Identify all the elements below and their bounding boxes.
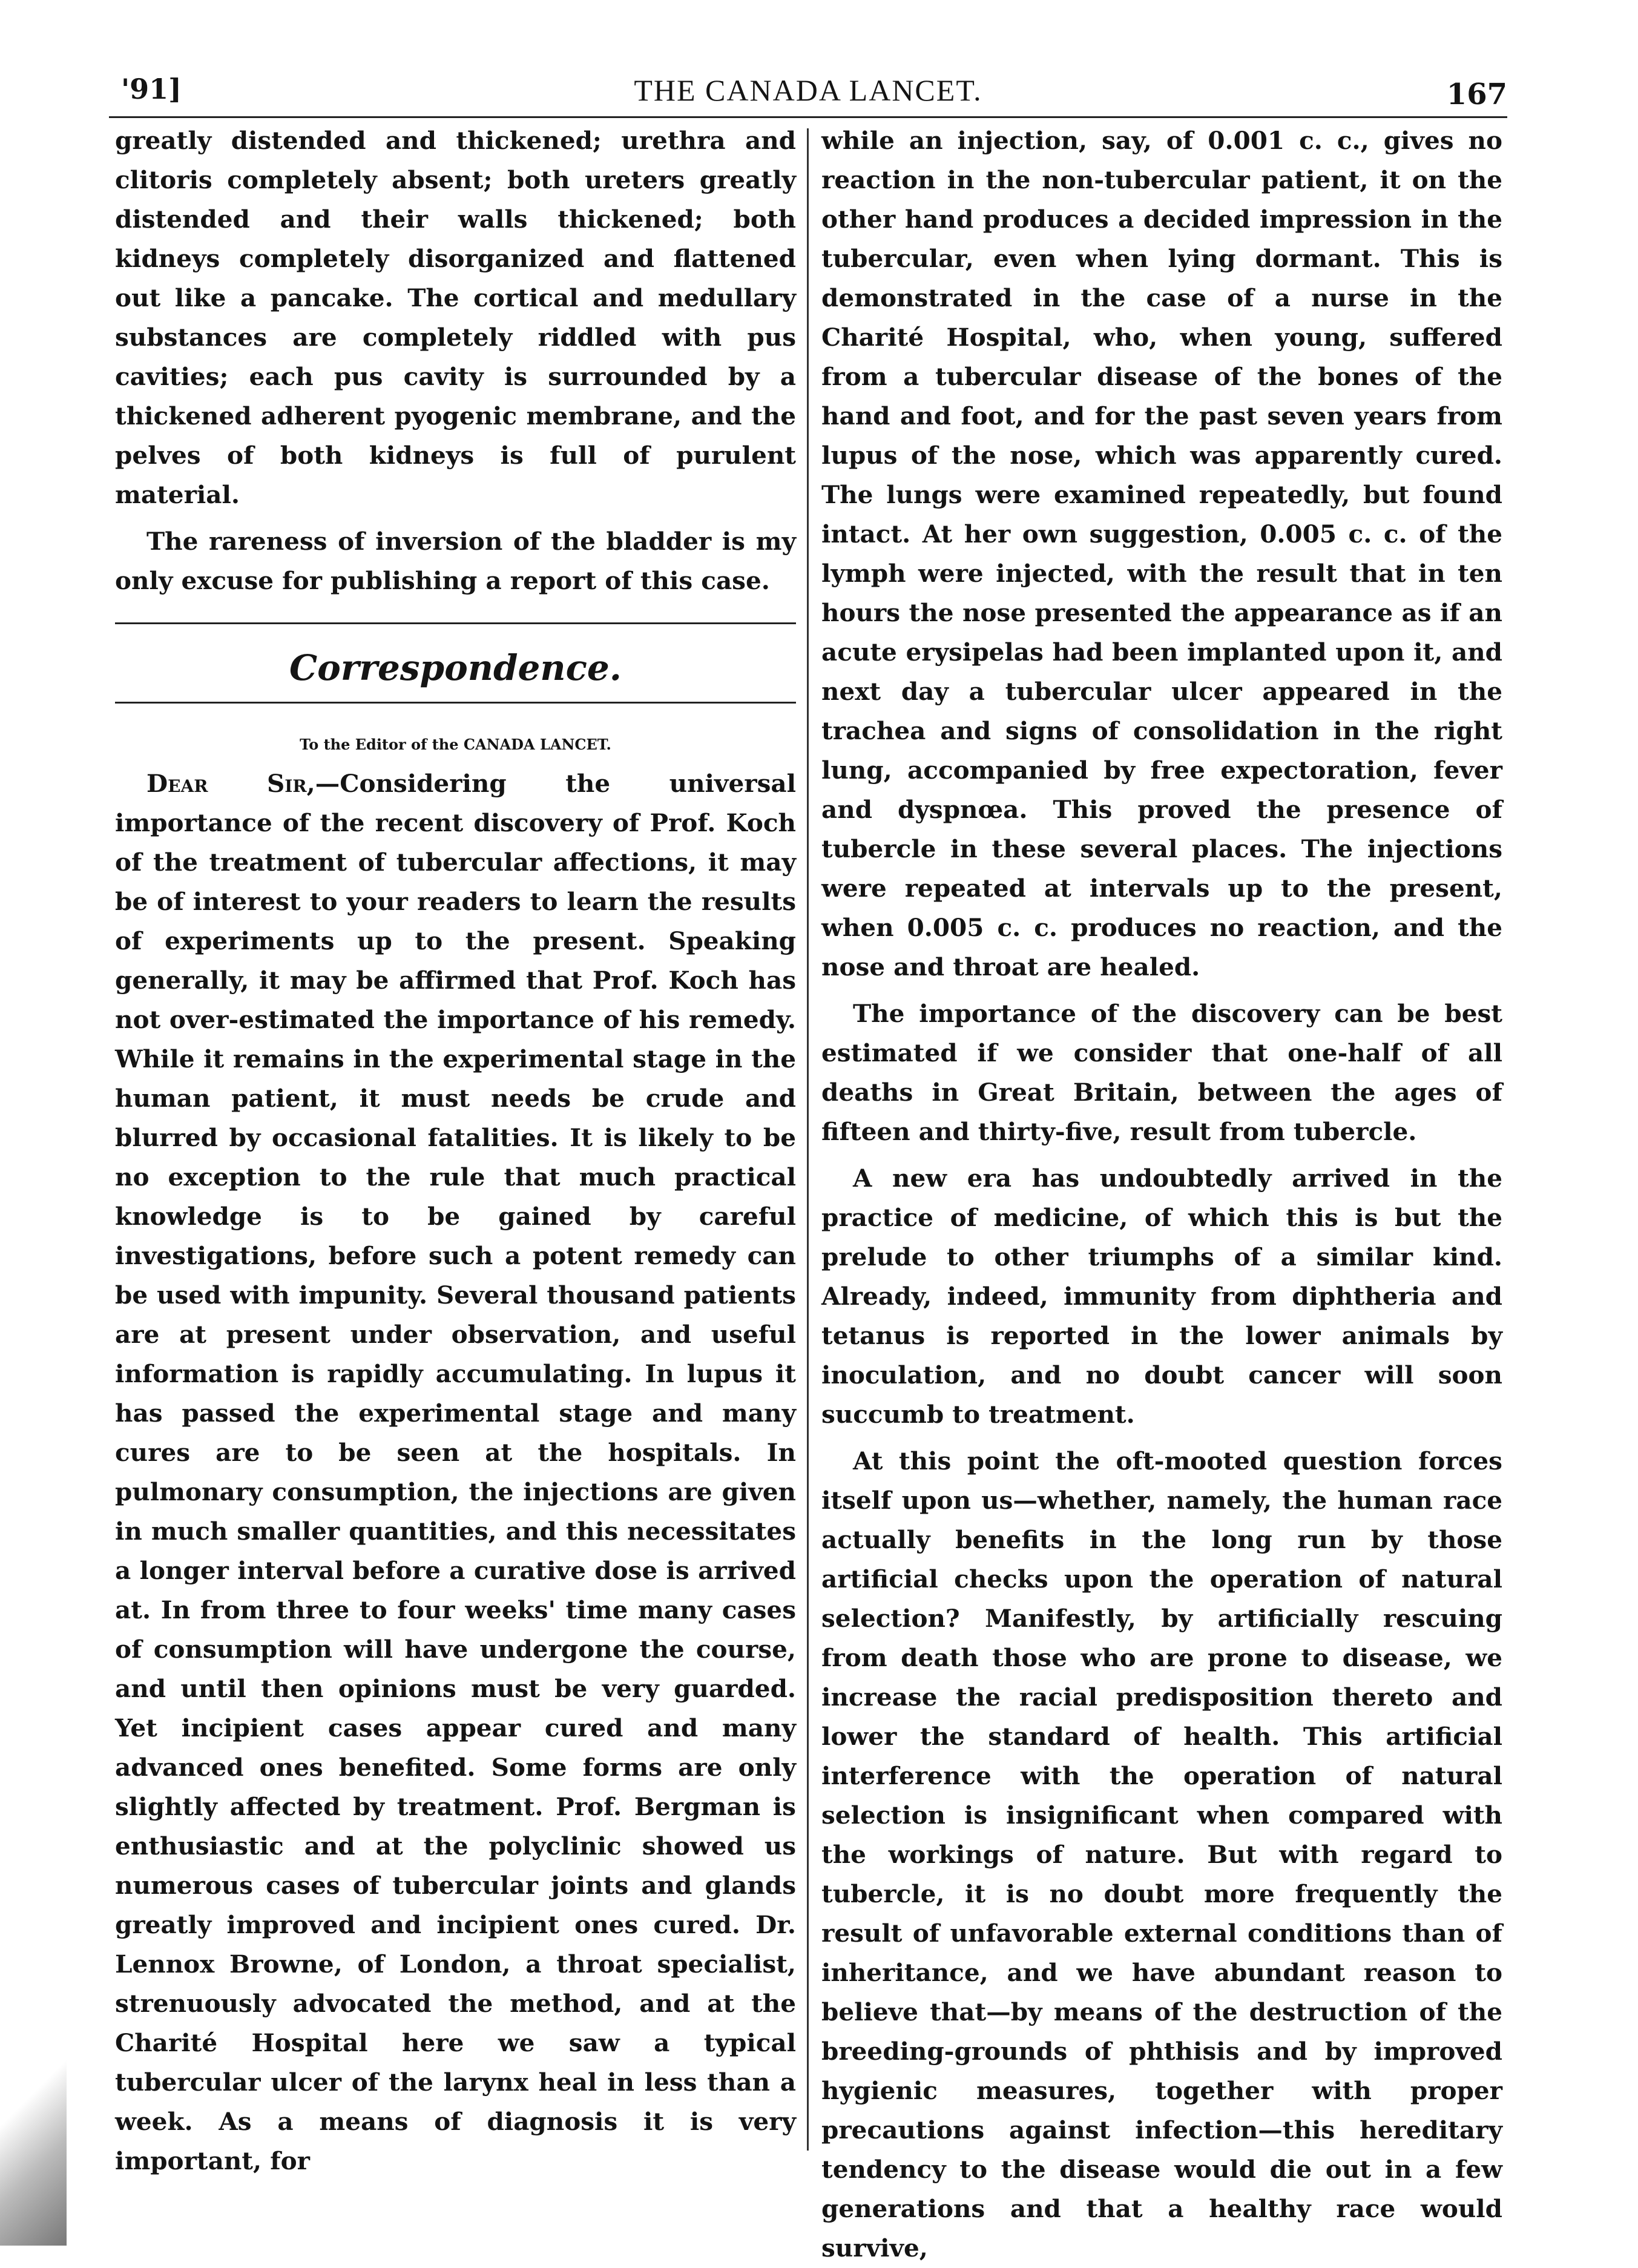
journal-page	[109, 61, 1507, 2263]
letter-continuation: while an injection, say, of 0.001 c. c., gives no reaction in the non-tubercular patient, it on the other hand produces a decided impression in the tubercular, even when lying dormant. This is demonstrated in the case of a nurse in the Charité Hospital, who, when young, suffered from a tubercular disease of the bones of the hand and foot, and for the past seven years from lupus of the nose, which was apparently cured. The lungs were examined repeatedly, but found intact. At her own suggestion, 0.005 c. c. of the lymph were injected, with the result that in ten hours the nose presented the appearance as if an acute erysipelas had been implanted upon it, and next day a tubercular ulcer appeared in the trachea and signs of consolidation in the right lung, accompanied by free expectoration, fever and dyspnœa. This proved the presence of tubercle in these several places. The injections were repeated at intervals up to the present, when 0.005 c. c. produces no reaction, and the nose and throat are healed.	[821, 126, 1502, 981]
page-number: 167	[1446, 77, 1507, 111]
running-header	[109, 73, 1507, 127]
letter-address: To the Editor of the CANADA LANCET.	[300, 736, 611, 753]
section-title: Correspondence.	[289, 647, 622, 688]
scan-edge-smudge	[0, 2046, 67, 2246]
letter-body: —Considering the universal importance of the recent discovery of Prof. Koch of the treatment of tubercular affections, it may be of interest to your readers to learn the results of experiments up to the present. Speaking generally, it may be affirmed that Prof. Koch has not over-estimated the importance of his remedy. While it remains in the experimental stage in the human patient, it must needs be crude and blurred by occasional fatalities. It is likely to be no exception to the rule that much practical knowledge is to be gained by careful investigations, before such a potent remedy can be used with impunity. Several thousand patients are at present under observation, and useful information is rapidly accumulating. In lupus it has passed the experimental stage and many cures are to be seen at the hospitals. In pulmonary consumption, the injections are given in much smaller quantities, and this necessitates a longer interval before a curative dose is arrived at. In from three to four weeks' time many cases of consumption will have undergone the course, and until then opinions must be very guarded. Yet incipient cases appear cured and many advanced ones benefited. Some forms are only slightly affected by treatment. Prof. Bergman is enthusiastic and at the polyclinic showed us numerous cases of tubercular joints and glands greatly improved and incipient ones cured. Dr. Lennox Browne, of London, a throat specialist, strenuously advocated the method, and at the Charité Hospital here we saw a typical tubercular ulcer of the larynx heal in less than a week. As a means of diagnosis it is very important, for	[115, 769, 796, 2175]
section-rule-top	[115, 622, 796, 624]
case-report-continuation: greatly distended and thickened; urethra and clitoris completely absent; both ureters greatly distended and their walls thickened; both kidneys completely disorganized and flattened out like a pancake. The cortical and medullary substances are completely riddled with pus cavities; each pus cavity is surrounded by a thickened adherent pyogenic membrane, and the pelves of both kidneys is full of purulent material.	[115, 126, 796, 509]
left-column	[115, 121, 796, 2181]
header-rule	[109, 116, 1507, 118]
letter-paragraph-selection: At this point the oft-mooted question forces itself upon us—whether, namely, the human race actually benefits in the long run by those artificial checks upon the operation of natural selection? Manifestly, by artificially rescuing from death those who are prone to disease, we increase the racial predisposition thereto and lower the standard of health. This artificial interference with the operation of natural selection is insignificant when compared with the workings of nature. But with regard to tubercle, it is no doubt more frequently the result of unfavorable external conditions than of inheritance, and we have abundant reason to believe that—by means of the destruction of the breeding-grounds of phthisis and by improved hygienic measures, together with proper precautions against infection—this hereditary tendency to the disease would die out in a few generations and that a healthy race would survive,	[821, 1446, 1502, 2263]
journal-title: THE CANADA LANCET.	[634, 73, 982, 107]
letter-paragraph	[115, 764, 796, 2181]
letter-paragraph-new-era: A new era has undoubtedly arrived in the practice of medicine, of which this is but the prelude to other triumphs of a similar kind. Already, indeed, immunity from diphtheria and tetanus is reported in the lower animals by inoculation, and no doubt cancer will soon succumb to treatment.	[821, 1164, 1502, 1429]
letter-paragraph-importance: The importance of the discovery can be best estimated if we consider that one-half of all deaths in Great Britain, between the ages of fifteen and thirty-five, result from tubercle.	[821, 999, 1502, 1146]
volume-year: '91]	[121, 73, 182, 105]
case-report-closing: The rareness of inversion of the bladder is my only excuse for publishing a report of this case.	[115, 527, 796, 595]
right-column	[821, 121, 1502, 2268]
column-divider	[807, 128, 809, 2151]
section-rule-bottom	[115, 702, 796, 704]
letter-salutation: Dear Sir,	[146, 769, 315, 798]
